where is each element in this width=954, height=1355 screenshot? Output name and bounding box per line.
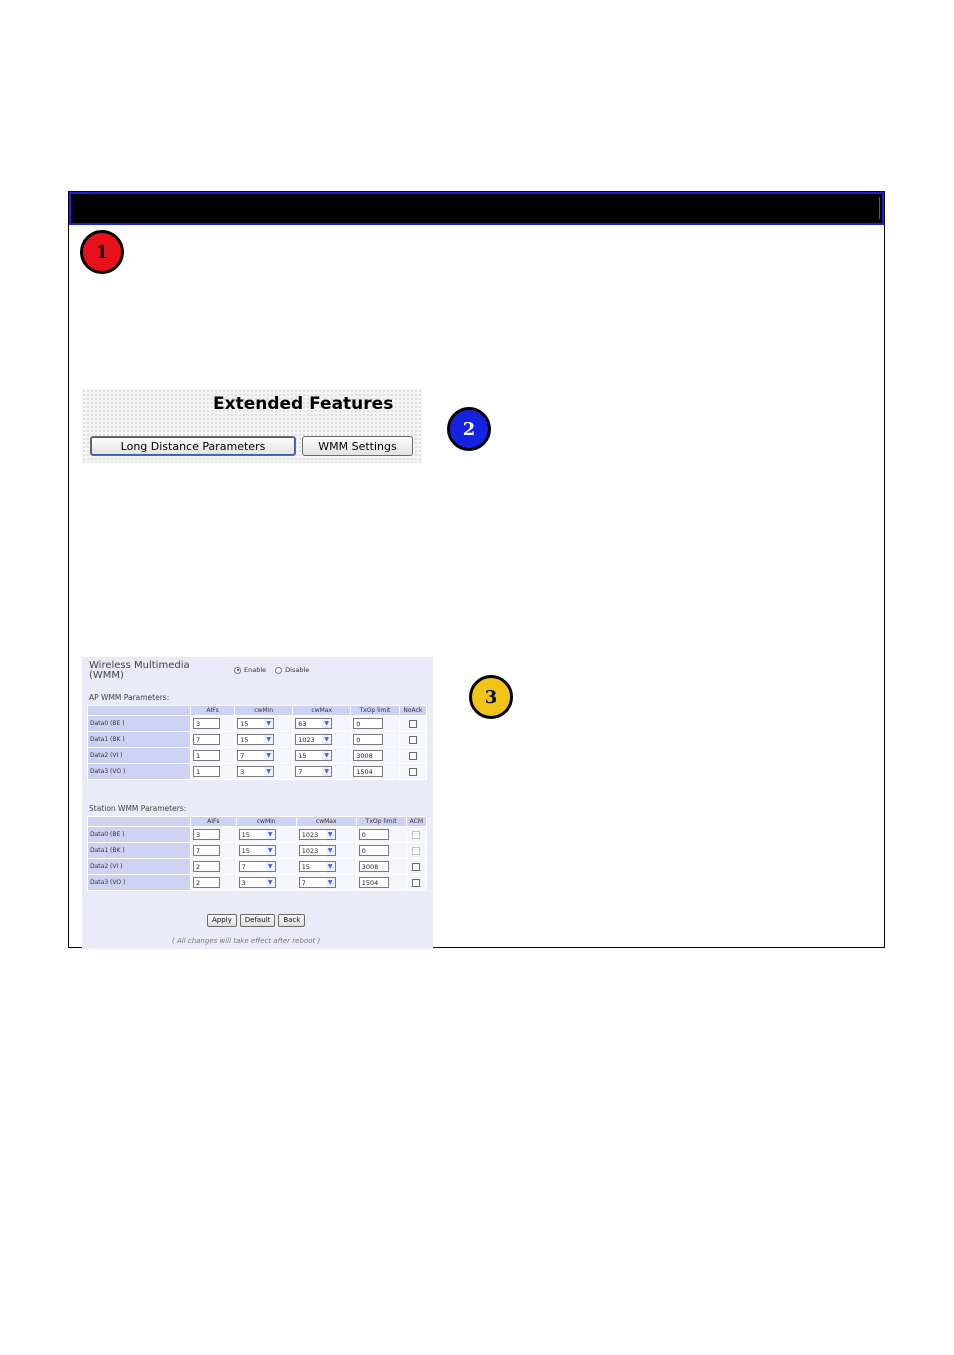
- station-wmm-column-header: ACM: [407, 817, 426, 826]
- chevron-down-icon: ▼: [326, 846, 335, 855]
- header-divider: [879, 197, 880, 219]
- wmm-enable-radio[interactable]: [234, 667, 241, 674]
- cwmax-select[interactable]: [295, 734, 332, 745]
- ap-wmm-column-header: AIFs: [191, 706, 234, 715]
- station-wmm-column-header: TxOp limit: [357, 817, 406, 826]
- cwmax-cell: [297, 827, 356, 842]
- cwmin-cell: [235, 748, 292, 763]
- chevron-down-icon: ▼: [266, 830, 275, 839]
- txop-cell: [357, 827, 406, 842]
- station-wmm-table: [87, 816, 427, 891]
- wmm-disable-label: Disable: [285, 666, 310, 674]
- aifs-input[interactable]: 3: [193, 829, 220, 840]
- txop-cell: [351, 732, 398, 747]
- ap-wmm-row-label: Data2 (VI ): [88, 748, 190, 763]
- wmm-actions: [207, 914, 305, 927]
- txop-cell: [357, 843, 406, 858]
- content-frame: [68, 191, 885, 948]
- ap-wmm-section-label: AP WMM Parameters:: [89, 693, 170, 702]
- aifs-cell: [191, 875, 236, 890]
- station-wmm-row: [88, 859, 426, 874]
- station-wmm-row-label: Data2 (VI ): [88, 859, 190, 874]
- cwmax-cell: [297, 875, 356, 890]
- station-wmm-column-header: [88, 817, 190, 826]
- cwmin-cell: [235, 764, 292, 779]
- txop-input[interactable]: 3008: [359, 861, 389, 872]
- flag-cell: [400, 732, 426, 747]
- wmm-settings-button[interactable]: WMM Settings: [302, 436, 413, 456]
- cwmin-select[interactable]: [237, 766, 274, 777]
- cwmin-select[interactable]: [237, 718, 274, 729]
- aifs-input[interactable]: 1: [193, 750, 220, 761]
- chevron-down-icon: ▼: [322, 767, 331, 776]
- ap-wmm-column-header: cwMin: [235, 706, 292, 715]
- reboot-note: ( All changes will take effect after reboot ): [172, 937, 321, 945]
- cwmax-value: 1023: [301, 846, 319, 855]
- wmm-disable-radio[interactable]: [275, 667, 282, 674]
- aifs-cell: [191, 732, 234, 747]
- station-wmm-row: [88, 827, 426, 842]
- station-wmm-row-label: Data3 (VO ): [88, 875, 190, 890]
- wmm-title: Wireless Multimedia (WMM): [89, 660, 190, 681]
- wmm-radio-group: [234, 666, 318, 674]
- cwmax-value: 1023: [301, 830, 319, 839]
- flag-cell: [407, 875, 426, 890]
- aifs-cell: [191, 748, 234, 763]
- flag-cell: [407, 827, 426, 842]
- station-wmm-row-label: Data0 (BE ): [88, 827, 190, 842]
- txop-input[interactable]: 3008: [353, 750, 383, 761]
- txop-input[interactable]: 1504: [353, 766, 383, 777]
- aifs-input[interactable]: 2: [193, 861, 220, 872]
- txop-cell: [351, 748, 398, 763]
- txop-input[interactable]: 0: [359, 845, 389, 856]
- cwmin-cell: [237, 875, 296, 890]
- ap-wmm-row: [88, 716, 426, 731]
- cwmin-value: 3: [241, 878, 246, 887]
- chevron-down-icon: ▼: [326, 878, 335, 887]
- ap-wmm-table: [87, 705, 427, 780]
- cwmin-value: 15: [240, 719, 249, 728]
- cwmin-select[interactable]: [237, 750, 274, 761]
- cwmax-select[interactable]: [299, 861, 336, 872]
- cwmax-cell: [297, 843, 356, 858]
- cwmax-cell: [293, 748, 350, 763]
- ap-wmm-column-header: NoAck: [400, 706, 426, 715]
- ap-wmm-row-label: Data3 (VO ): [88, 764, 190, 779]
- chevron-down-icon: ▼: [266, 846, 275, 855]
- step-3-badge: 3: [469, 675, 513, 719]
- cwmin-cell: [237, 859, 296, 874]
- station-wmm-checkbox[interactable]: [412, 863, 420, 871]
- step-2-badge: 2: [447, 407, 491, 451]
- cwmax-value: 7: [298, 767, 303, 776]
- cwmin-select[interactable]: [239, 829, 276, 840]
- cwmin-value: 7: [241, 862, 246, 871]
- cwmin-value: 15: [241, 846, 250, 855]
- chevron-down-icon: ▼: [266, 878, 275, 887]
- ap-wmm-column-header: cwMax: [293, 706, 350, 715]
- ap-wmm-checkbox[interactable]: [409, 752, 417, 760]
- txop-input[interactable]: 1504: [359, 877, 389, 888]
- chevron-down-icon: ▼: [322, 719, 331, 728]
- station-wmm-row-label: Data1 (BK ): [88, 843, 190, 858]
- station-wmm-column-header: AIFs: [191, 817, 236, 826]
- wmm-settings-panel: [82, 657, 433, 949]
- cwmin-value: 7: [240, 751, 245, 760]
- station-wmm-checkbox: [412, 831, 420, 839]
- cwmin-cell: [235, 716, 292, 731]
- station-wmm-checkbox[interactable]: [412, 879, 420, 887]
- cwmax-select[interactable]: [299, 829, 336, 840]
- cwmax-cell: [297, 859, 356, 874]
- flag-cell: [407, 859, 426, 874]
- cwmin-cell: [237, 843, 296, 858]
- cwmin-select[interactable]: [239, 861, 276, 872]
- ap-wmm-row-label: Data0 (BE ): [88, 716, 190, 731]
- chevron-down-icon: ▼: [266, 862, 275, 871]
- cwmin-cell: [235, 732, 292, 747]
- extended-features-title: Extended Features: [213, 394, 394, 414]
- chevron-down-icon: ▼: [326, 862, 335, 871]
- cwmax-value: 15: [298, 751, 307, 760]
- cwmin-value: 3: [240, 767, 245, 776]
- station-wmm-row: [88, 843, 426, 858]
- txop-cell: [357, 875, 406, 890]
- default-button[interactable]: Default: [240, 914, 276, 927]
- ap-wmm-row: [88, 764, 426, 779]
- txop-cell: [351, 764, 398, 779]
- txop-input[interactable]: 0: [353, 718, 383, 729]
- ap-wmm-checkbox[interactable]: [409, 768, 417, 776]
- aifs-cell: [191, 827, 236, 842]
- chevron-down-icon: ▼: [264, 735, 273, 744]
- txop-cell: [351, 716, 398, 731]
- cwmin-cell: [237, 827, 296, 842]
- cwmax-value: 7: [301, 878, 306, 887]
- cwmin-select[interactable]: [237, 734, 274, 745]
- ap-wmm-checkbox[interactable]: [409, 736, 417, 744]
- cwmax-select[interactable]: [295, 718, 332, 729]
- chevron-down-icon: ▼: [264, 767, 273, 776]
- ap-wmm-column-header: [88, 706, 190, 715]
- aifs-input[interactable]: 1: [193, 766, 220, 777]
- chevron-down-icon: ▼: [322, 751, 331, 760]
- chevron-down-icon: ▼: [264, 751, 273, 760]
- chevron-down-icon: ▼: [322, 735, 331, 744]
- flag-cell: [400, 748, 426, 763]
- wmm-enable-label: Enable: [244, 666, 267, 674]
- aifs-cell: [191, 716, 234, 731]
- aifs-cell: [191, 764, 234, 779]
- step-1-badge: 1: [80, 230, 124, 274]
- cwmax-select[interactable]: [295, 750, 332, 761]
- ap-wmm-column-header: TxOp limit: [351, 706, 398, 715]
- cwmax-value: 1023: [298, 735, 315, 744]
- back-button[interactable]: Back: [278, 914, 305, 927]
- txop-cell: [357, 859, 406, 874]
- cwmin-value: 15: [240, 735, 249, 744]
- cwmin-select[interactable]: [239, 877, 276, 888]
- aifs-input[interactable]: 7: [193, 845, 220, 856]
- aifs-input[interactable]: 3: [193, 718, 220, 729]
- cwmax-cell: [293, 732, 350, 747]
- header-bar: [69, 192, 884, 225]
- flag-cell: [400, 716, 426, 731]
- ap-wmm-row: [88, 732, 426, 747]
- ap-wmm-row-label: Data1 (BK ): [88, 732, 190, 747]
- station-wmm-column-header: cwMax: [297, 817, 356, 826]
- cwmax-select[interactable]: [299, 877, 336, 888]
- cwmax-cell: [293, 764, 350, 779]
- flag-cell: [407, 843, 426, 858]
- cwmin-select[interactable]: [239, 845, 276, 856]
- cwmin-value: 15: [241, 830, 250, 839]
- cwmax-value: 63: [298, 719, 307, 728]
- cwmax-cell: [293, 716, 350, 731]
- station-wmm-row: [88, 875, 426, 890]
- station-wmm-section-label: Station WMM Parameters:: [89, 804, 187, 813]
- cwmax-value: 15: [301, 862, 310, 871]
- aifs-input[interactable]: 2: [193, 877, 220, 888]
- cwmax-select[interactable]: [299, 845, 336, 856]
- chevron-down-icon: ▼: [264, 719, 273, 728]
- station-wmm-column-header: cwMin: [237, 817, 296, 826]
- txop-input[interactable]: 0: [353, 734, 383, 745]
- txop-input[interactable]: 0: [359, 829, 389, 840]
- flag-cell: [400, 764, 426, 779]
- ap-wmm-row: [88, 748, 426, 763]
- station-wmm-checkbox: [412, 847, 420, 855]
- extended-features-panel: [82, 389, 422, 463]
- ap-wmm-checkbox[interactable]: [409, 720, 417, 728]
- aifs-cell: [191, 859, 236, 874]
- aifs-input[interactable]: 7: [193, 734, 220, 745]
- cwmax-select[interactable]: [295, 766, 332, 777]
- aifs-cell: [191, 843, 236, 858]
- chevron-down-icon: ▼: [326, 830, 335, 839]
- long-distance-parameters-button[interactable]: Long Distance Parameters: [90, 436, 296, 456]
- apply-button[interactable]: Apply: [207, 914, 237, 927]
